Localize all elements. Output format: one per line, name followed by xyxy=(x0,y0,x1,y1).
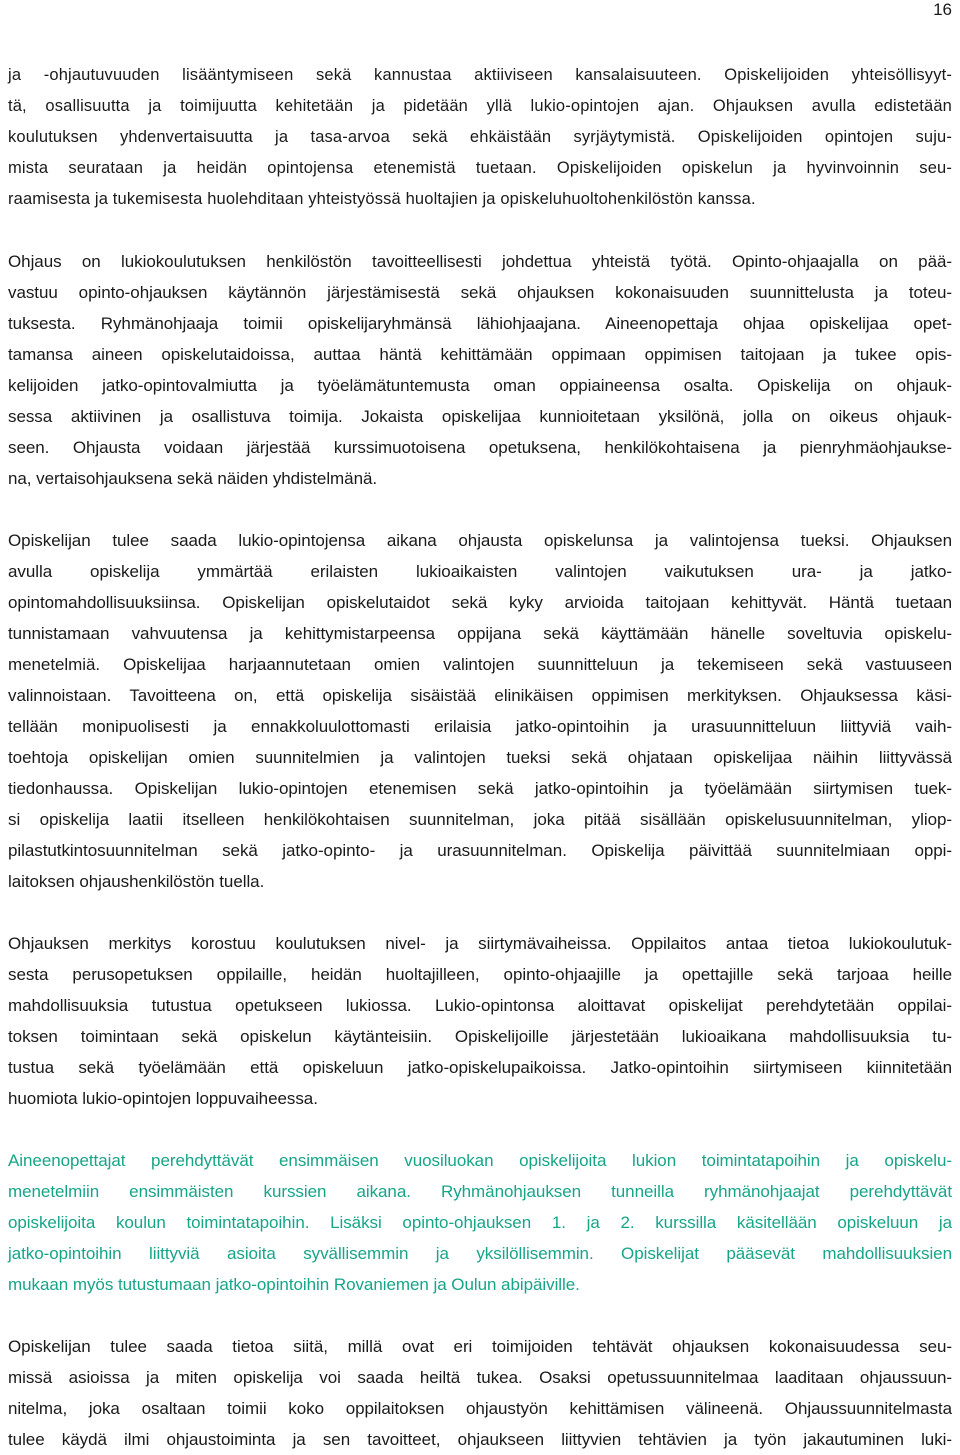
text-line: valinnoistaan. Tavoitteena on, että opiskelija sisäistää elinikäisen oppimisen merkityksen. Ohjauksessa käsi- xyxy=(8,686,952,705)
text-line: pilastutkintosuunnitelman sekä jatko-opinto- ja urasuunnitelman. Opiskelija päivittää suunnitelmiaan oppi- xyxy=(8,841,952,860)
document-body xyxy=(8,60,952,1455)
text-line: opiskelijoita koulun toimintatapoihin. Lisäksi opinto-ohjauksen 1. ja 2. kurssilla käsitellään opiskeluun ja xyxy=(8,1213,952,1232)
text-line: tamansa aineen opiskelutaidoissa, auttaa häntä kehittämään oppimaan oppimisen taitojaan ja tukee opis- xyxy=(8,345,952,364)
paragraph-guidance-plan xyxy=(8,1331,952,1455)
text-line: mahdollisuuksia tutustua opetukseen lukiossa. Lukio-opintonsa aloittavat opiskelijat perehdytetään oppilai- xyxy=(8,996,952,1015)
text-line: si opiskelija laatii itselleen henkilökohtaisen suunnitelman, joka pitää sisällään opiskelusuunnitelman, yliop- xyxy=(8,810,952,829)
text-line: seen. Ohjausta voidaan järjestää kurssimuotoisena opetuksena, henkilökohtaisena ja pienryhmäohjaukse- xyxy=(8,438,952,457)
text-line: koulutuksen yhdenvertaisuutta ja tasa-arvoa sekä ehkäistään syrjäytymistä. Opiskelijoiden opintojen suju- xyxy=(8,128,952,146)
page-number: 16 xyxy=(933,0,952,19)
text-line: Opiskelijan tulee saada lukio-opintojensa aikana ohjausta opiskelunsa ja valintojensa tueksi. Ohjauksen xyxy=(8,531,952,550)
text-line: na, vertaisohjauksena sekä näiden yhdistelmänä. xyxy=(8,469,378,488)
paragraph-guidance-staff xyxy=(8,246,952,494)
text-line: huomiota lukio-opintojen loppuvaiheessa. xyxy=(8,1089,318,1108)
text-line: tulee käydä ilmi ohjaustoiminta ja sen tavoitteet, ohjaukseen liittyvien tehtävien ja työn jakautuminen luki- xyxy=(8,1430,952,1449)
text-line: tä, osallisuutta ja toimijuutta kehitetään ja pidetään yllä lukio-opintojen ajan. Ohjauksen avulla edistetään xyxy=(8,97,952,115)
text-line: vastuu opinto-ohjauksen käytännön järjestämisestä sekä ohjauksen kokonaisuuden suunnittelusta ja toteu- xyxy=(8,283,952,302)
paragraph-highlighted-local xyxy=(8,1145,952,1300)
text-line: ja -ohjautuvuuden lisääntymiseen sekä kannustaa aktiiviseen kansalaisuuteen. Opiskelijoiden yhteisöllisyyt- xyxy=(8,66,952,84)
text-line: Aineenopettajat perehdyttävät ensimmäisen vuosiluokan opiskelijoita lukion toimintatapoihin ja opiskelu- xyxy=(8,1151,952,1170)
text-line: sessa aktiivinen ja osallistuva toimija. Jokaista opiskelijaa kunnioitetaan yksilönä, jolla on oikeus ohjauk- xyxy=(8,407,952,426)
text-line: tustua sekä työelämään että opiskeluun jatko-opiskelupaikoissa. Jatko-opintoihin siirtymiseen kiinnitetään xyxy=(8,1058,952,1077)
text-line: menetelmiin ensimmäisten kurssien aikana. Ryhmänohjauksen tunneilla ryhmänohjaajat perehdyttävät xyxy=(8,1182,952,1201)
text-line: tuksesta. Ryhmänohjaaja toimii opiskelijaryhmänsä lähiohjaajana. Aineenopettaja ohjaa opiskelijaa opet- xyxy=(8,314,952,333)
text-line: Ohjaus on lukiokoulutuksen henkilöstön tavoitteellisesti johdettua yhteistä työtä. Opinto-ohjaajalla on pää- xyxy=(8,252,952,271)
text-line: tiedonhaussa. Opiskelijan lukio-opintojen etenemisen sekä jatko-opintoihin ja työelämään siirtymisen tuek- xyxy=(8,779,952,798)
text-line: mista seurataan ja heidän opintojensa etenemistä tuetaan. Opiskelijoiden opiskelun ja hyvinvoinnin seu- xyxy=(8,159,952,177)
text-line: Opiskelijan tulee saada tietoa siitä, millä ovat eri toimijoiden tehtävät ohjauksen kokonaisuudessa seu- xyxy=(8,1337,952,1356)
text-line: missä asioissa ja miten opiskelija voi saada heiltä tukea. Osaksi opetussuunnitelmaa laaditaan ohjaussuun- xyxy=(8,1368,952,1387)
text-line: opintomahdollisuuksiinsa. Opiskelijan opiskelutaidot sekä kyky arvioida taitojaan kehittyvät. Häntä tuetaan xyxy=(8,593,952,612)
text-line: sesta perusopetuksen oppilaille, heidän huoltajilleen, opinto-ohjaajille ja opettajille sekä tarjoaa heille xyxy=(8,965,952,984)
text-line: nitelma, joka osaltaan toimii koko oppilaitoksen ohjaustyön kehittämisen välineenä. Ohjaussuunnitelmasta xyxy=(8,1399,952,1418)
text-line: toehtoja opiskelijan omien suunnitelmien ja valintojen tueksi sekä ohjataan opiskelijaa näihin liittyvässä xyxy=(8,748,952,767)
text-line: menetelmiä. Opiskelijaa harjaannutetaan omien valintojen suunnitteluun ja tekemiseen sekä vastuuseen xyxy=(8,655,952,674)
text-line: tunnistamaan vahvuutensa ja kehittymistarpeensa oppijana sekä käyttämään hänelle soveltuvia opiskelu- xyxy=(8,624,952,643)
text-line: mukaan myös tutustumaan jatko-opintoihin Rovaniemen ja Oulun abipäiville. xyxy=(8,1275,580,1294)
paragraph-lifelong-learning xyxy=(8,60,952,215)
text-line: toksen toimintaan sekä opiskelun käytänteisiin. Opiskelijoille järjestetään lukioaikana mahdollisuuksia tu- xyxy=(8,1027,952,1046)
text-line: kelijoiden jatko-opintovalmiutta ja työelämätuntemusta oman oppiaineensa osalta. Opiskelija on ohjauk- xyxy=(8,376,952,395)
text-line: raamisesta ja tukemisesta huolehditaan yhteistyössä huoltajien ja opiskeluhuoltohenkilöstön kanssa. xyxy=(8,190,756,208)
paragraph-student-guidance xyxy=(8,525,952,897)
text-line: tellään monipuolisesti ja ennakkoluulottomasti erilaisia jatko-opintoihin ja urasuunnitteluun liittyviä vaih- xyxy=(8,717,952,736)
text-line: laitoksen ohjaushenkilöstön tuella. xyxy=(8,872,265,891)
paragraph-transition-phases xyxy=(8,928,952,1114)
text-line: Ohjauksen merkitys korostuu koulutuksen nivel- ja siirtymävaiheissa. Oppilaitos antaa tietoa lukiokoulutuk- xyxy=(8,934,952,953)
text-line: jatko-opintoihin liittyviä asioita syvällisemmin ja yksilöllisemmin. Opiskelijat pääsevät mahdollisuuksien xyxy=(8,1244,952,1263)
text-line: avulla opiskelija ymmärtää erilaisten lukioaikaisten valintojen vaikutuksen ura- ja jatko- xyxy=(8,562,952,581)
